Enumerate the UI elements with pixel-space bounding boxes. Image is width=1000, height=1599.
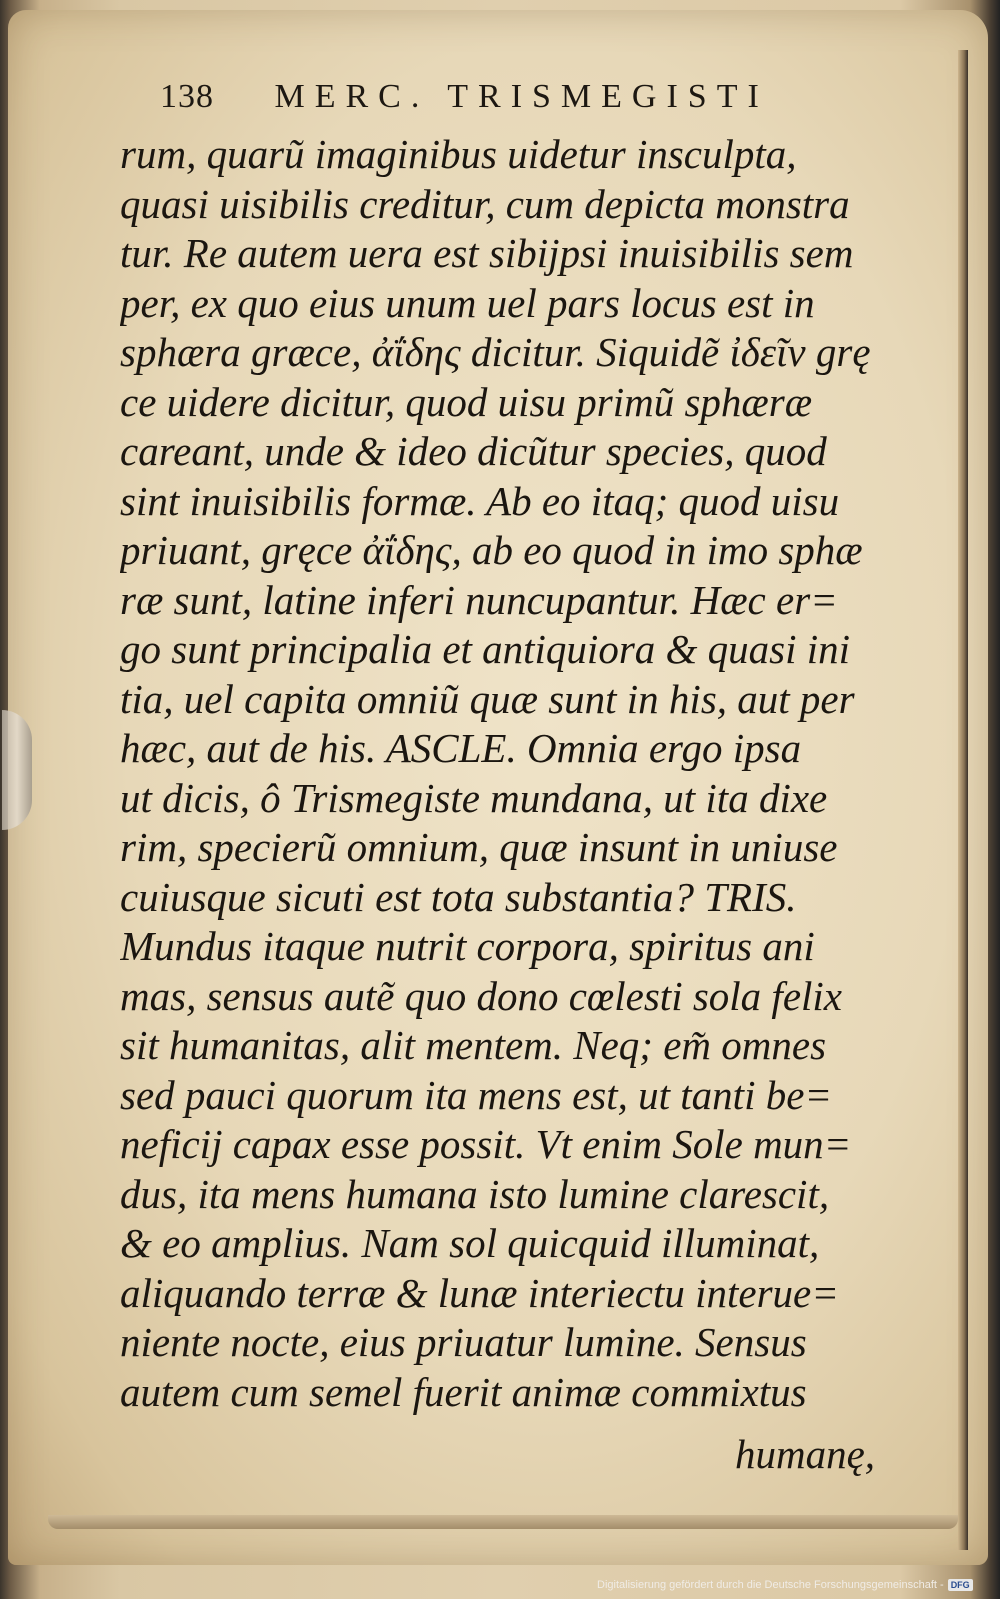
text-line: ut dicis, ô Trismegiste mundana, ut ita dixe bbox=[120, 774, 828, 821]
text-line: careant, unde & ideo dicũtur species, quod bbox=[120, 428, 827, 474]
text-line: hæc, aut de his. ASCLE. Omnia ergo ipsa bbox=[120, 725, 802, 771]
page-number: 138 bbox=[160, 78, 214, 115]
text-line: sphæra græce, ἀΐδης dicitur. Siquidẽ ἰδεῖν grę bbox=[120, 329, 871, 375]
text-line: tur. Re autem uera est sibijpsi inuisibilis sem bbox=[120, 230, 854, 276]
text-line: go sunt principalia et antiquiora & quasi ini bbox=[120, 626, 851, 672]
text-line: priuant, gręce ἀΐδης, ab eo quod in imo sphæ bbox=[120, 527, 863, 573]
running-header bbox=[160, 78, 890, 116]
page-clip bbox=[2, 710, 32, 830]
text-line: sint inuisibilis formæ. Ab eo itaq; quod uisu bbox=[120, 477, 840, 524]
text-line: Mundus itaque nutrit corpora, spiritus ani bbox=[120, 923, 815, 969]
text-line: neficij capax esse possit. Vt enim Sole mun= bbox=[120, 1121, 852, 1167]
text-line: ce uidere dicitur, quod uisu primũ sphæræ bbox=[120, 378, 813, 425]
page-bottom-edge bbox=[48, 1515, 958, 1529]
text-line: dus, ita mens humana isto lumine clarescit, bbox=[120, 1170, 830, 1217]
text-line: aliquando terræ & lunæ interiectu interue= bbox=[120, 1269, 839, 1316]
text-line: rum, quarũ imaginibus uidetur insculpta, bbox=[120, 131, 797, 177]
body-text bbox=[120, 130, 910, 1417]
page-edge bbox=[958, 50, 968, 1550]
text-line: cuiusque sicuti est tota substantia? TRIS. bbox=[120, 873, 797, 920]
text-line: sit humanitas, alit mentem. Neq; em̃ omnes bbox=[120, 1022, 827, 1068]
text-line: autem cum semel fuerit animæ commixtus bbox=[120, 1368, 807, 1415]
running-title: MERC. TRISMEGISTI bbox=[274, 78, 769, 115]
text-line: mas, sensus autẽ quo dono cœlesti sola felix bbox=[120, 972, 843, 1019]
catchword: humanę, bbox=[735, 1431, 876, 1477]
text-line: niente nocte, eius priuatur lumine. Sensus bbox=[120, 1319, 807, 1365]
text-line: sed pauci quorum ita mens est, ut tanti be= bbox=[120, 1071, 833, 1118]
dfg-logo-icon: DFG bbox=[948, 1579, 973, 1591]
text-line: rim, specierũ omnium, quæ insunt in uniuse bbox=[120, 824, 838, 870]
text-line: quasi uisibilis creditur, cum depicta monstra bbox=[120, 180, 850, 227]
footer-credit: Digitalisierung gefördert durch die Deutsche Forschungsgemeinschaft - bbox=[597, 1579, 944, 1591]
text-line: ræ sunt, latine inferi nuncupantur. Hæc er= bbox=[120, 576, 838, 623]
text-line: & eo amplius. Nam sol quicquid illuminat, bbox=[120, 1220, 820, 1266]
digitization-footer bbox=[597, 1576, 997, 1594]
text-line: tia, uel capita omniũ quæ sunt in his, aut per bbox=[120, 675, 855, 722]
text-line: per, ex quo eius unum uel pars locus est in bbox=[120, 279, 815, 326]
